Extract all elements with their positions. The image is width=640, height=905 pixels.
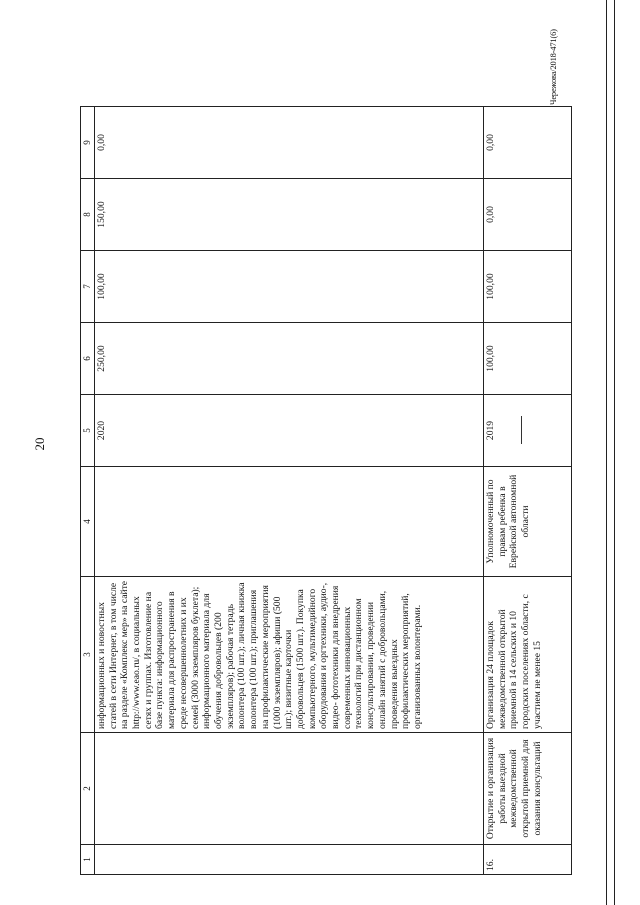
- amount-cell: 0,00: [483, 107, 571, 179]
- year-value: 2019: [484, 420, 496, 441]
- table-row-continued: [94, 107, 483, 875]
- column-number-row: [81, 107, 95, 875]
- margin-line: [614, 0, 615, 905]
- year-cell: 2020: [94, 395, 483, 467]
- column-number: 6: [81, 323, 95, 395]
- executor-cell: [94, 467, 483, 577]
- description-cell: информационных и новостных статей в сети Интернет, в том числе на разделе «Комплекс мер» на сайте http://www.eao.ru/, в социальных сетях и группах. Изготовление на базе пункта: информационного материала для распространения в среде несовершеннолетних и их семей (3000 экземпляров буклета); информационного материала для обучения добровольцев (200 экземпляров); рабочая тетрадь волонтера (100 шт.); личная книжка волонтера (100 шт.); приглашения на профилактические мероприятия (1000 экземпляров); афиши (500 шт.); визитные карточки добровольцев (1500 шт.). Покупка компьютерного, мультимедийного оборудования и оргтехники, аудио-, видео- фототехники для внедрения современных инновационных технологий при дистанционном консультировании, проведении онлайн занятий с добровольцами, проведения выездных профилактических мероприятий, организованных волонтерами.: [94, 577, 483, 733]
- measures-table: [80, 106, 572, 875]
- column-number: 4: [81, 467, 95, 577]
- row-number-cell: [94, 845, 483, 875]
- column-number: 3: [81, 577, 95, 733]
- amount-cell: 100,00: [483, 323, 571, 395]
- page-number: 20: [32, 437, 47, 451]
- column-number: 1: [81, 845, 95, 875]
- amount-cell: 250,00: [94, 323, 483, 395]
- margin-line: [606, 0, 607, 905]
- column-number: 9: [81, 107, 95, 179]
- year-cell: [483, 395, 571, 467]
- column-number: 8: [81, 179, 95, 251]
- table-row-16: [483, 107, 571, 875]
- column-number: 2: [81, 733, 95, 845]
- description-cell: Организация 24 площадок межведомственной открытой приемной в 14 сельских и 10 городских поселениях области, с участием не менее 15: [483, 577, 571, 733]
- column-number: 5: [81, 395, 95, 467]
- amount-cell: 100,00: [94, 251, 483, 323]
- amount-cell: 0,00: [94, 107, 483, 179]
- activity-cell: Открытие и организация работы выездной межведомственной открытой приемной для оказания консультаций: [483, 733, 571, 845]
- amount-cell: 100,00: [483, 251, 571, 323]
- row-number-cell: 16.: [483, 845, 571, 875]
- executor-cell: Уполномоченный по правам ребенка в Еврейской автономной области: [483, 467, 571, 577]
- dash-mark: [521, 417, 522, 445]
- activity-cell: [94, 733, 483, 845]
- column-number: 7: [81, 251, 95, 323]
- amount-cell: 0,00: [483, 179, 571, 251]
- document-stamp: Чережова/2018-471(6): [548, 29, 558, 105]
- amount-cell: 150,00: [94, 179, 483, 251]
